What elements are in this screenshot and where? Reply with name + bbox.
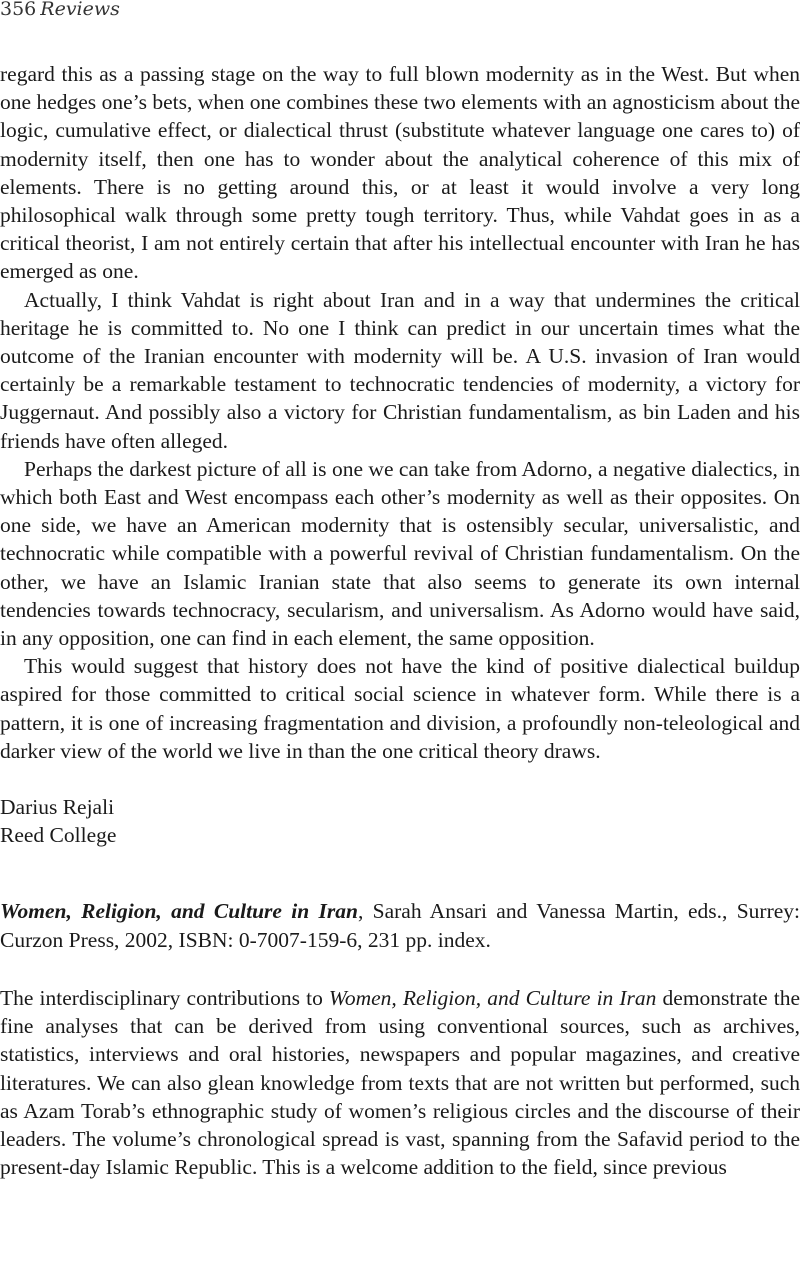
paragraph-1: regard this as a passing stage on the way to full blown modernity as in the West. But when one hedges one’s bets, when one combines these two elements with an agnosticism about the logic, cumulative effect, or dialectical thrust (substitute whatever language one cares to) of modernity itself, then one has to wonder about the analytical coherence of this mix of elements. There is no getting around this, or at least it would involve a very long philosophical walk through some pretty tough territory. Thus, while Vahdat goes in as a critical theorist, I am not entirely certain that after his intellectual encounter with Iran he has emerged as one. bbox=[0, 62, 800, 284]
review-body-text: demonstrate the fine analyses that can be derived from using conventional sources, such as archives, statistics, interviews and oral histories, newspapers and popular magazines, and creative literatures. We can also glean knowledge from texts that are not written but performed, such as Azam Torab’s ethnographic study of women’s religious circles and the discourse of their leaders. The volume’s chronological spread is vast, spanning from the Safavid period to the present-day Islamic Republic. This is a welcome addition to the field, since previous bbox=[0, 985, 800, 1180]
paragraph-2: Actually, I think Vahdat is right about Iran and in a way that undermines the critical heritage he is committed to. No one I think can predict in our uncertain times what the outcome of the Iranian encounter with modernity will be. A U.S. invasion of Iran would certainly be a remarkable testament to technocratic tendencies of modernity, a victory for Juggernaut. And possibly also a victory for Christian fundamentalism, as bin Laden and his friends have often alleged. bbox=[0, 287, 800, 453]
page-number: 356 bbox=[0, 0, 37, 20]
review-heading bbox=[0, 897, 800, 953]
paragraph-3: Perhaps the darkest picture of all is one we can take from Adorno, a negative dialectics, in which both East and West encompass each other’s modernity as well as their opposites. On one side, we have an American modernity that is ostensibly secular, universalistic, and technocratic while compatible with a powerful revival of Christian fundamentalism. On the other, we have an Islamic Iranian state that also seems to generate its own internal tendencies towards technocracy, secularism, and universalism. As Adorno would have said, in any opposition, one can find in each element, the same opposition. bbox=[0, 456, 800, 651]
running-header bbox=[0, 0, 120, 20]
review-citation: , Sarah Ansari and Vanessa Martin, eds., Surrey: Curzon Press, 2002, ISBN: 0-7007-159-6, 231 pp. index. bbox=[0, 899, 800, 952]
review-intro-text: The interdisciplinary contributions to bbox=[0, 985, 329, 1010]
article-body bbox=[0, 60, 800, 1181]
author-institution: Reed College bbox=[0, 823, 117, 848]
section-title: Reviews bbox=[40, 0, 120, 20]
review-book-title: Women, Religion, and Culture in Iran bbox=[0, 899, 358, 924]
author-name: Darius Rejali bbox=[0, 795, 115, 820]
paragraph-4: This would suggest that history does not have the kind of positive dialectical buildup aspired for those committed to critical social science in whatever form. While there is a pattern, it is one of increasing fragmentation and division, a profoundly non-teleological and darker view of the world we live in than the one critical theory draws. bbox=[0, 654, 800, 763]
author-signature bbox=[0, 793, 800, 849]
review-title-reference: Women, Religion, and Culture in Iran bbox=[328, 985, 657, 1010]
review-paragraph-1 bbox=[0, 984, 800, 1181]
